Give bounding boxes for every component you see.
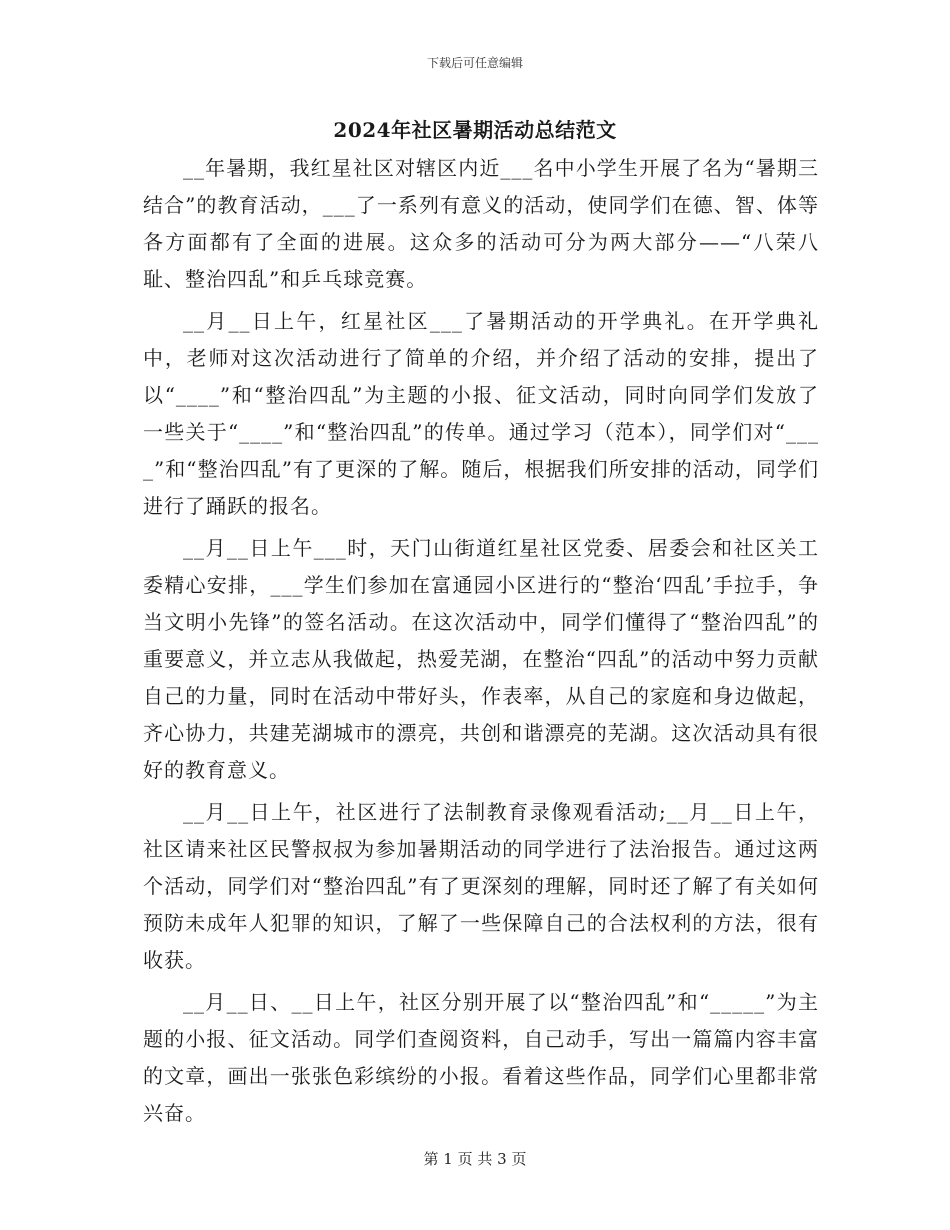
- paragraph-4: __月__日上午，社区进行了法制教育录像观看活动;__月__日上午，社区请来社区民警叔叔为参加暑期活动的同学进行了法治报告。通过这两个活动，同学们对“整治四乱”有了更深刻的理解，同时还了解了有关如何预防未成年人犯罪的知识，了解了一些保障自己的合法权利的方法，很有收获。: [143, 800, 819, 972]
- document-title: 2024年社区暑期活动总结范文: [333, 118, 617, 142]
- document-body: [143, 150, 819, 1137]
- paragraph-1: __年暑期，我红星社区对辖区内近___名中小学生开展了名为“暑期三结合”的教育活动，___了一系列有意义的活动，使同学们在德、智、体等各方面都有了全面的进展。这众多的活动可分为两大部分——“八荣八耻、整治四乱”和乒乓球竞赛。: [143, 156, 819, 291]
- paragraph-5: __月__日、__日上午，社区分别开展了以“整治四乱”和“_____”为主题的小报、征文活动。同学们查阅资料，自己动手，写出一篇篇内容丰富的文章，画出一张张色彩缤纷的小报。看着这些作品，同学们心里都非常兴奋。: [143, 990, 819, 1125]
- page-footer: 第 1 页 共 3 页: [423, 1150, 527, 1168]
- header-note: 下载后可任意编辑: [426, 56, 523, 70]
- paragraph-2: __月__日上午，红星社区___了暑期活动的开学典礼。在开学典礼中，老师对这次活动进行了简单的介绍，并介绍了活动的安排，提出了以“____”和“整治四乱”为主题的小报、征文活动，同时向同学们发放了一些关于“____”和“整治四乱”的传单。通过学习（范本），同学们对“____”和“整治四乱”有了更深的了解。随后，根据我们所安排的活动，同学们进行了踊跃的报名。: [143, 309, 819, 518]
- paragraph-3: __月__日上午___时，天门山街道红星社区党委、居委会和社区关工委精心安排，___学生们参加在富通园小区进行的“整治‘四乱’手拉手，争当文明小先锋”的签名活动。在这次活动中，同学们懂得了“整治四乱”的重要意义，并立志从我做起，热爱芜湖，在整治“四乱”的活动中努力贡献自己的力量，同时在活动中带好头，作表率，从自己的家庭和身边做起，齐心协力，共建芜湖城市的漂亮，共创和谐漂亮的芜湖。这次活动具有很好的教育意义。: [143, 536, 819, 782]
